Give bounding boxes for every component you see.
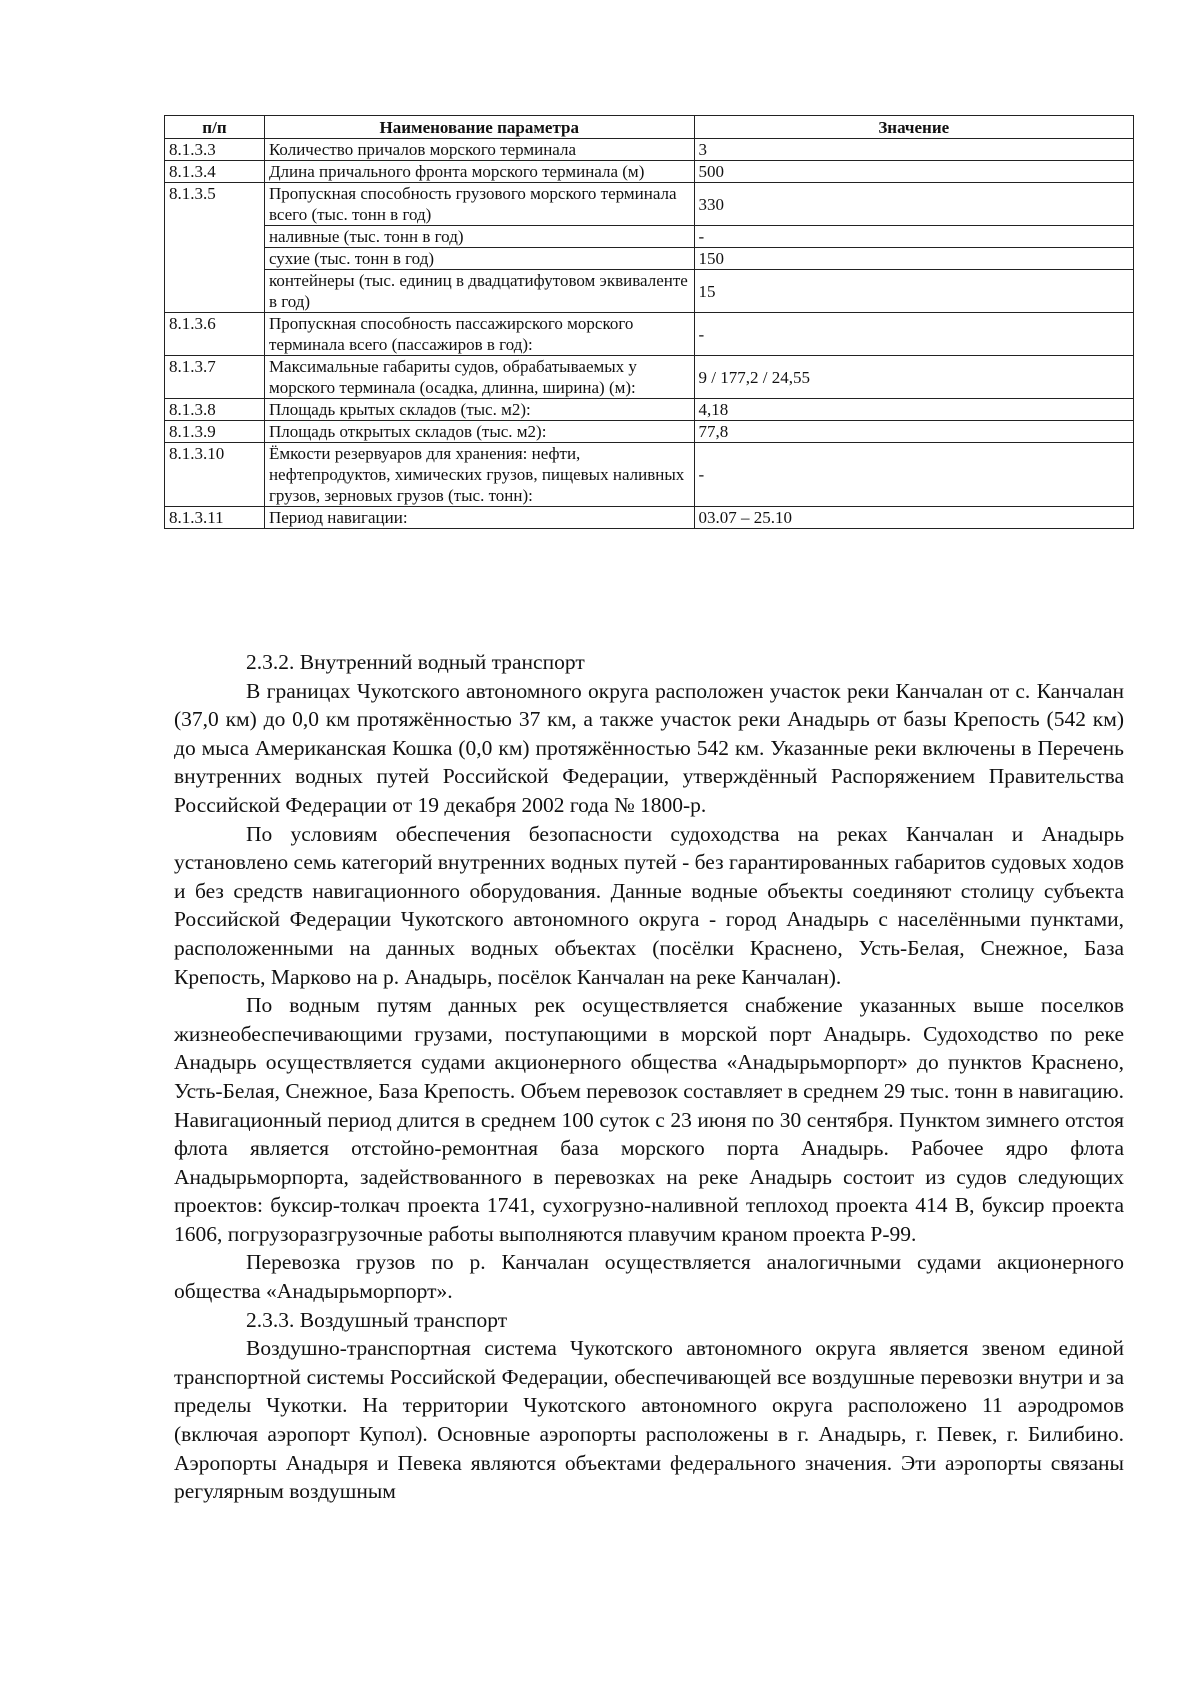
row-number: 8.1.3.7 [165,356,265,399]
row-value: 15 [694,270,1134,313]
row-parameter: Максимальные габариты судов, обрабатываемых у морского терминала (осадка, длинна, ширина) (м): [264,356,694,399]
row-number: 8.1.3.4 [165,161,265,183]
row-value: - [694,443,1134,507]
row-value: 9 / 177,2 / 24,55 [694,356,1134,399]
row-number: 8.1.3.9 [165,421,265,443]
row-parameter: Пропускная способность пассажирского морского терминала всего (пассажиров в год): [264,313,694,356]
section-heading-inland-water: 2.3.2. Внутренний водный транспорт [246,650,585,674]
paragraph-supply: По водным путям данных рек осуществляется снабжение указанных выше поселков жизнеобеспечивающими грузами, поступающими в морской порт Анадырь. Судоходство по реке Анадырь осуществляется судами акционерного общества «Анадырьморпорт» до пунктов Краснено, Усть-Белая, Снежное, База Крепость. Объем перевозок составляет в среднем 29 тыс. тонн в навигацию. Навигационный период длится в среднем 100 суток с 23 июня по 30 сентября. Пунктом зимнего отстоя флота является отстойно-ремонтная база морского порта Анадырь. Рабочее ядро флота Анадырьморпорта, задействованного в перевозках на реке Анадырь состоит из судов следующих проектов: буксир-толкач проекта 1741, сухогрузно-наливной теплоход проекта 414 В, буксир проекта 1606, погрузоразгрузочные работы выполняются плавучим краном проекта Р-99. [174,993,1124,1246]
row-parameter: сухие (тыс. тонн в год) [264,248,694,270]
row-parameter: Количество причалов морского терминала [264,139,694,161]
row-number: 8.1.3.8 [165,399,265,421]
row-value: 3 [694,139,1134,161]
header-number: п/п [165,116,265,139]
parameters-table [164,115,1134,529]
row-parameter: Ёмкости резервуаров для хранения: нефти, нефтепродуктов, химических грузов, пищевых наливных грузов, зерновых грузов (тыс. тонн): [264,443,694,507]
row-parameter: Пропускная способность грузового морского терминала всего (тыс. тонн в год) [264,183,694,226]
table-row [165,356,1134,399]
row-value: 330 [694,183,1134,226]
row-value: - [694,226,1134,248]
row-value: 500 [694,161,1134,183]
table-row [165,421,1134,443]
row-value: 03.07 – 25.10 [694,507,1134,529]
paragraph-kanchalan: Перевозка грузов по р. Канчалан осуществляется аналогичными судами акционерного общества «Анадырьморпорт». [174,1250,1124,1304]
header-value: Значение [694,116,1134,139]
paragraph-safety: По условиям обеспечения безопасности судоходства на реках Канчалан и Анадырь установлено семь категорий внутренних водных путей - без гарантированных габаритов судовых ходов и без средств навигационного оборудования. Данные водные объекты соединяют столицу субъекта Российской Федерации Чукотского автономного округа - город Анадырь с населёнными пунктами, расположенными на данных водных объектах (посёлки Краснено, Усть-Белая, Снежное, База Крепость, Марково на р. Анадырь, посёлок Канчалан на реке Канчалан). [174,821,1124,989]
row-parameter: Площадь крытых складов (тыс. м2): [264,399,694,421]
table-row [165,226,1134,248]
table-header-row [165,116,1134,139]
row-value: - [694,313,1134,356]
table-row [165,183,1134,226]
row-number: 8.1.3.6 [165,313,265,356]
header-parameter-name: Наименование параметра [264,116,694,139]
row-value: 4,18 [694,399,1134,421]
row-parameter: наливные (тыс. тонн в год) [264,226,694,248]
table-row [165,248,1134,270]
table-row [165,443,1134,507]
table-row [165,313,1134,356]
row-parameter: Период навигации: [264,507,694,529]
table-row [165,161,1134,183]
row-parameter: Площадь открытых складов (тыс. м2): [264,421,694,443]
table-row [165,399,1134,421]
row-number: 8.1.3.3 [165,139,265,161]
row-parameter: контейнеры (тыс. единиц в двадцатифутовом эквиваленте в год) [264,270,694,313]
paragraph-rivers: В границах Чукотского автономного округа расположен участок реки Канчалан от с. Канчалан (37,0 км) до 0,0 км протяжённостью 37 км, а также участок реки Анадырь от базы Крепость (542 км) до мыса Американская Кошка (0,0 км) протяжённостью 542 км. Указанные реки включены в Перечень внутренних водных путей Российской Федерации, утверждённый Распоряжением Правительства Российской Федерации от 19 декабря 2002 года № 1800-р. [174,678,1124,817]
row-value: 150 [694,248,1134,270]
row-number: 8.1.3.5 [165,183,265,313]
row-number: 8.1.3.11 [165,507,265,529]
table-row [165,270,1134,313]
section-heading-air: 2.3.3. Воздушный транспорт [246,1307,508,1332]
table-row [165,507,1134,529]
row-parameter: Длина причального фронта морского терминала (м) [264,161,694,183]
row-number: 8.1.3.10 [165,443,265,507]
table-row [165,139,1134,161]
paragraph-air: Воздушно-транспортная система Чукотского автономного округа является звеном единой транспортной системы Российской Федерации, обеспечивающей все воздушные перевозки внутри и за пределы Чукотки. На территории Чукотского автономного округа расположено 11 аэродромов (включая аэропорт Купол). Основные аэропорты расположены в г. Анадырь, г. Певек, г. Билибино. Аэропорты Анадыря и Певека являются объектами федерального значения. Эти аэропорты связаны регулярным воздушным [174,1336,1124,1504]
row-value: 77,8 [694,421,1134,443]
body-text [174,648,1124,1506]
